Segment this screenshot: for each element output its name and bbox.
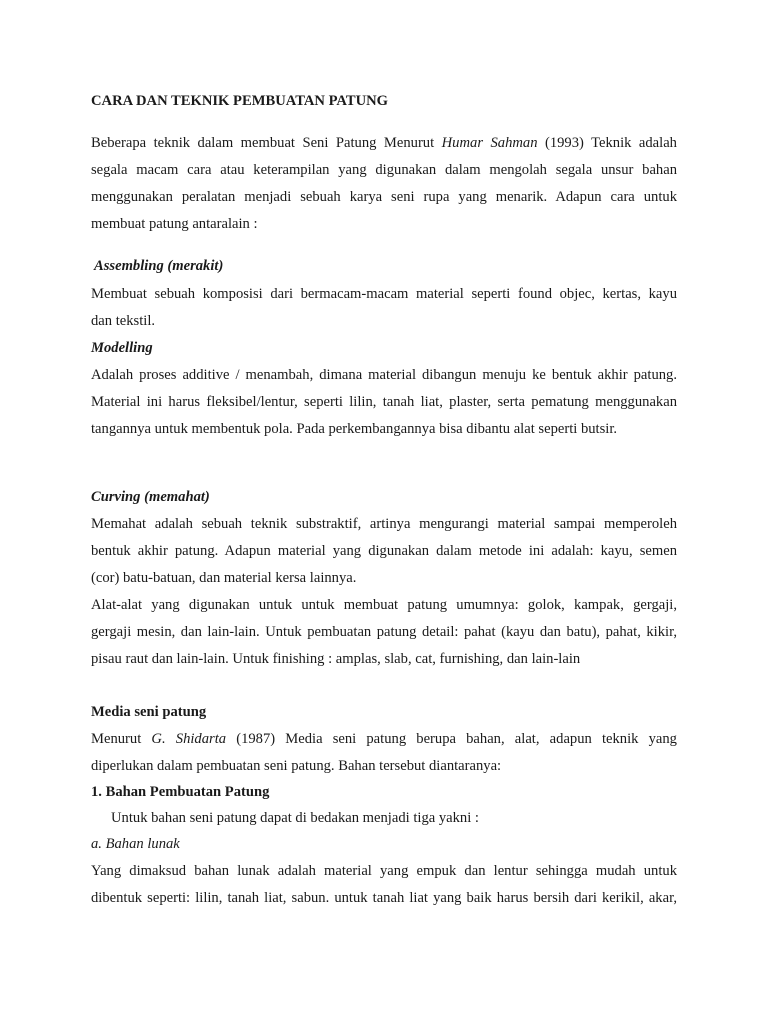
curving-line-1: Memahat adalah sebuah teknik substraktif, artinya mengurangi material sampai memperoleh — [91, 516, 677, 532]
assembling-line-2: dan tekstil. — [91, 313, 156, 329]
modelling-heading: Modelling — [91, 340, 153, 356]
bahan-lunak-heading: a. Bahan lunak — [91, 836, 180, 852]
modelling-line-1: Adalah proses additive / menambah, dimana material dibangun menuju ke bentuk akhir patung. — [91, 367, 677, 383]
modelling-line-2: Material ini harus fleksibel/lentur, seperti lilin, tanah liat, plaster, serta pematung menggunakan — [91, 394, 677, 410]
curving-line-3: (cor) batu-batuan, dan material kersa lainnya. — [91, 570, 357, 586]
document-title: CARA DAN TEKNIK PEMBUATAN PATUNG — [91, 93, 389, 109]
bahan-lunak-line-2: dibentuk seperti: lilin, tanah liat, sabun. untuk tanah liat yang baik harus bersih dari kerikil, akar, — [91, 890, 677, 906]
bahan-intro: Untuk bahan seni patung dapat di bedakan menjadi tiga yakni : — [111, 810, 479, 826]
curving-line-5: gergaji mesin, dan lain-lain. Untuk pembuatan patung detail: pahat (kayu dan batu), pahat, kikir, — [91, 624, 677, 640]
modelling-line-3: tangannya untuk membentuk pola. Pada perkembangannya bisa dibantu alat seperti butsir. — [91, 421, 618, 437]
intro-line-3: menggunakan peralatan menjadi sebuah karya seni rupa yang menarik. Adapun cara untuk — [91, 189, 677, 205]
assembling-line-1: Membuat sebuah komposisi dari bermacam-macam material seperti found objec, kertas, kayu — [91, 286, 677, 302]
intro-line-2: segala macam cara atau keterampilan yang digunakan dalam mengolah segala unsur bahan — [91, 162, 677, 178]
media-line-1: Menurut G. Shidarta (1987) Media seni patung berupa bahan, alat, adapun teknik yang — [91, 731, 677, 747]
media-heading: Media seni patung — [91, 704, 207, 720]
bahan-pembuatan-heading: 1. Bahan Pembuatan Patung — [91, 784, 270, 800]
intro-line-1: Beberapa teknik dalam membuat Seni Patung Menurut Humar Sahman (1993) Teknik adalah — [91, 135, 677, 151]
assembling-heading: Assembling (merakit) — [94, 258, 224, 274]
bahan-lunak-line-1: Yang dimaksud bahan lunak adalah material yang empuk dan lentur sehingga mudah untuk — [91, 863, 677, 879]
media-line-2: diperlukan dalam pembuatan seni patung. Bahan tersebut diantaranya: — [91, 758, 502, 774]
curving-heading: Curving (memahat) — [91, 489, 210, 505]
author-g-shidarta: G. Shidarta — [151, 731, 227, 747]
author-humar-sahman: Humar Sahman — [441, 135, 538, 151]
curving-line-4: Alat-alat yang digunakan untuk untuk membuat patung umumnya: golok, kampak, gergaji, — [91, 597, 677, 613]
curving-line-2: bentuk akhir patung. Adapun material yang digunakan dalam metode ini adalah: kayu, semen — [91, 543, 677, 559]
intro-line-4: membuat patung antaralain : — [91, 216, 258, 232]
curving-line-6: pisau raut dan lain-lain. Untuk finishing : amplas, slab, cat, furnishing, dan lain-lain — [91, 651, 581, 667]
